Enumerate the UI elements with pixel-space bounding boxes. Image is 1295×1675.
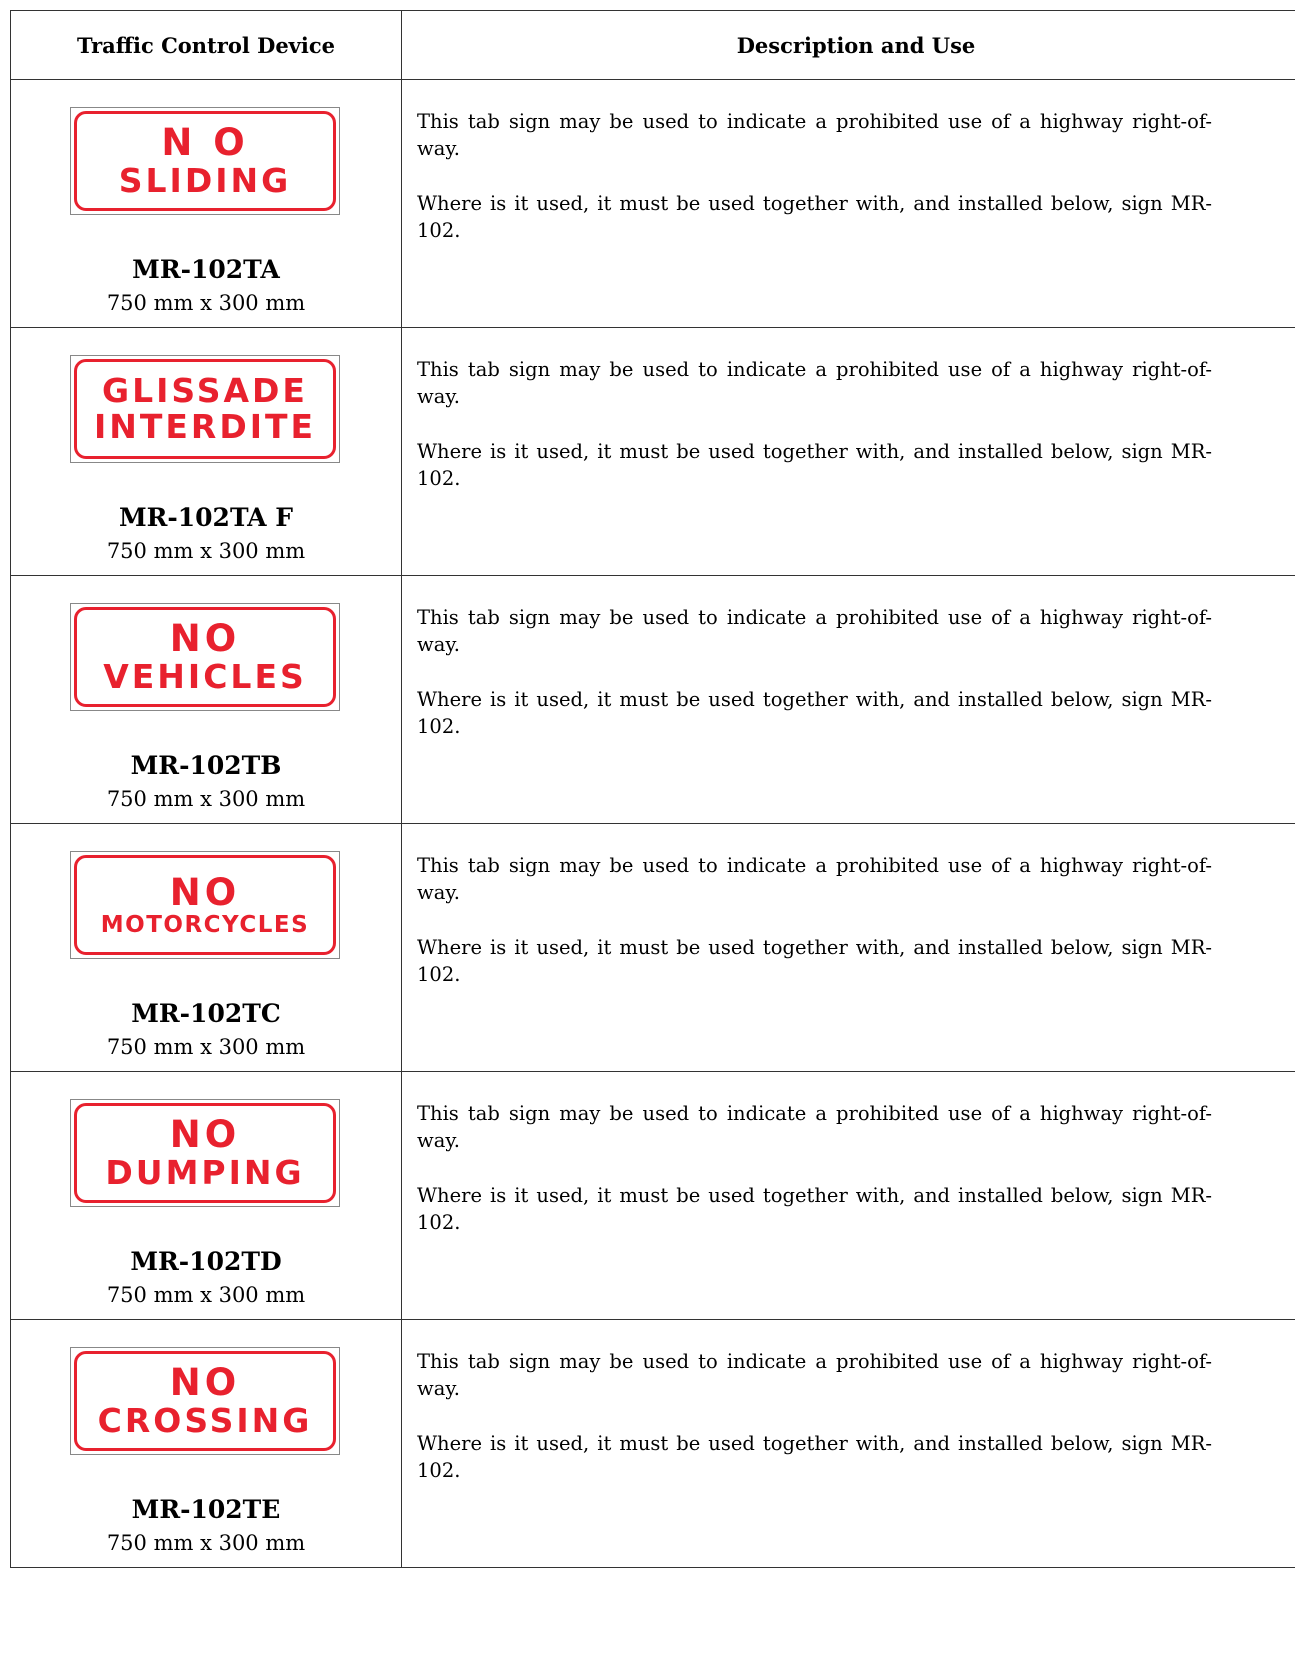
sign-text-line2: DUMPING: [105, 1153, 305, 1193]
sign-text-line2: VEHICLES: [103, 657, 307, 697]
device-cell: [11, 80, 402, 328]
sign-size: 750 mm x 300 mm: [106, 1035, 306, 1059]
description-paragraph: Where is it used, it must be used together with, and installed below, sign MR-102.: [417, 688, 1212, 738]
header-traffic-control-device: Traffic Control Device: [11, 11, 402, 80]
table-row: [11, 328, 1295, 576]
description-paragraph: Where is it used, it must be used together with, and installed below, sign MR-102.: [417, 936, 1212, 986]
description-cell: [402, 576, 1295, 824]
sign-code: MR-102TB: [130, 751, 282, 780]
description-paragraph: Where is it used, it must be used together with, and installed below, sign MR-102.: [417, 1432, 1212, 1482]
device-cell: [11, 1320, 402, 1568]
table-row: [11, 1072, 1295, 1320]
description-paragraph: This tab sign may be used to indicate a prohibited use of a highway right-of-way.: [417, 110, 1212, 160]
table-row: [11, 80, 1295, 328]
sign-face: [74, 359, 336, 459]
sign-image: [70, 1347, 340, 1455]
device-cell: [11, 576, 402, 824]
description-cell: [402, 1072, 1295, 1320]
sign-text-line1: N O: [161, 121, 249, 165]
sign-size: 750 mm x 300 mm: [106, 291, 306, 315]
description-paragraph: This tab sign may be used to indicate a prohibited use of a highway right-of-way.: [417, 1102, 1212, 1152]
sign-image: [70, 355, 340, 463]
table-row: [11, 824, 1295, 1072]
description-paragraph: Where is it used, it must be used together with, and installed below, sign MR-102.: [417, 440, 1212, 490]
sign-image: [70, 603, 340, 711]
sign-text-line2: SLIDING: [118, 161, 292, 201]
description-paragraph: This tab sign may be used to indicate a prohibited use of a highway right-of-way.: [417, 358, 1212, 408]
sign-text-line2: MOTORCYCLES: [100, 911, 310, 938]
description-paragraph: This tab sign may be used to indicate a prohibited use of a highway right-of-way.: [417, 606, 1212, 656]
description-cell: [402, 328, 1295, 576]
table-row: [11, 576, 1295, 824]
sign-face: [74, 111, 336, 211]
description-cell: [402, 80, 1295, 328]
sign-size: 750 mm x 300 mm: [106, 1283, 306, 1307]
sign-code: MR-102TE: [131, 1495, 281, 1524]
sign-code: MR-102TA: [132, 255, 280, 284]
description-paragraph: This tab sign may be used to indicate a prohibited use of a highway right-of-way.: [417, 854, 1212, 904]
sign-code: MR-102TA F: [118, 503, 294, 532]
sign-face: [74, 607, 336, 707]
sign-text-line1: GLISSADE: [102, 371, 308, 411]
device-cell: [11, 328, 402, 576]
sign-text-line1: NO: [169, 617, 241, 661]
sign-code: MR-102TC: [131, 999, 281, 1028]
sign-image: [70, 1099, 340, 1207]
table-row: [11, 1320, 1295, 1568]
description-cell: [402, 1320, 1295, 1568]
table-header-row: [11, 11, 1295, 80]
traffic-sign-table: [10, 10, 1295, 1568]
description-paragraph: Where is it used, it must be used together with, and installed below, sign MR-102.: [417, 1184, 1212, 1234]
header-description-and-use: Description and Use: [402, 11, 1295, 80]
sign-text-line1: NO: [169, 870, 241, 914]
sign-text-line2: INTERDITE: [93, 407, 317, 446]
description-paragraph: Where is it used, it must be used together with, and installed below, sign MR-102.: [417, 192, 1212, 242]
sign-face: [74, 1351, 336, 1451]
description-cell: [402, 824, 1295, 1072]
device-cell: [11, 824, 402, 1072]
sign-face: [74, 1103, 336, 1203]
sign-text-line1: NO: [169, 1361, 241, 1405]
sign-face: [74, 855, 336, 955]
sign-size: 750 mm x 300 mm: [106, 787, 306, 811]
description-paragraph: This tab sign may be used to indicate a prohibited use of a highway right-of-way.: [417, 1350, 1212, 1400]
device-cell: [11, 1072, 402, 1320]
sign-text-line2: CROSSING: [97, 1401, 313, 1441]
sign-size: 750 mm x 300 mm: [106, 1531, 306, 1555]
sign-image: [70, 851, 340, 959]
sign-image: [70, 107, 340, 215]
sign-text-line1: NO: [169, 1113, 241, 1157]
sign-size: 750 mm x 300 mm: [106, 539, 306, 563]
sign-code: MR-102TD: [130, 1247, 282, 1276]
